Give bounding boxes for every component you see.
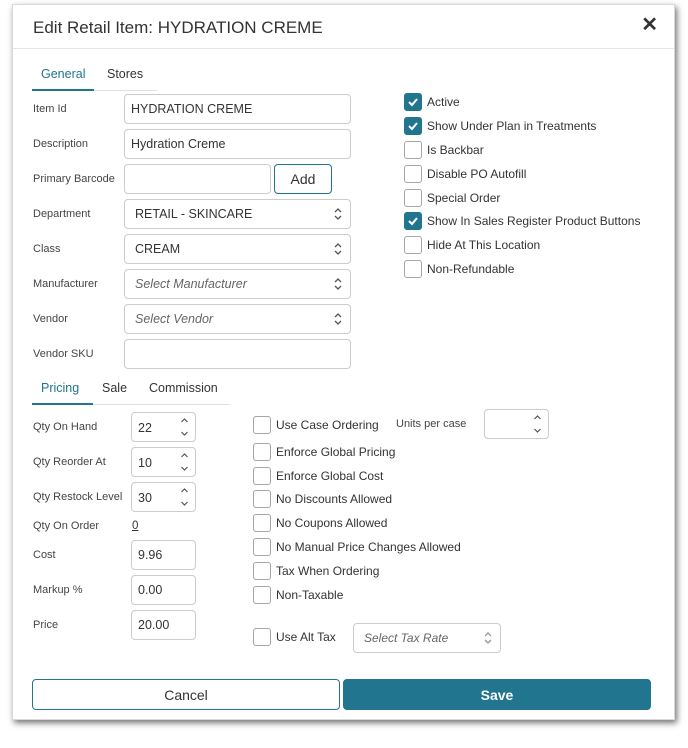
- department-label: Department: [33, 208, 91, 220]
- vendor-placeholder: Select Vendor: [135, 312, 214, 326]
- checkbox[interactable]: [404, 236, 422, 254]
- stepper-arrows-icon: [533, 413, 542, 435]
- qty-restock-value: 30: [138, 491, 152, 505]
- option-label: Enforce Global Pricing: [276, 445, 396, 459]
- checkbox[interactable]: [404, 93, 422, 111]
- markup-label: Markup %: [33, 584, 83, 596]
- manufacturer-label: Manufacturer: [33, 278, 98, 290]
- checkbox[interactable]: [404, 165, 422, 183]
- close-icon[interactable]: ✕: [641, 14, 658, 36]
- qty-reorder-label: Qty Reorder At: [33, 456, 106, 468]
- checkbox[interactable]: [404, 189, 422, 207]
- flag-label: Non-Refundable: [427, 262, 515, 276]
- option-label: Non-Taxable: [276, 588, 344, 602]
- option-label: Tax When Ordering: [276, 564, 380, 578]
- primary-barcode-label: Primary Barcode: [33, 173, 115, 185]
- checkbox[interactable]: [253, 586, 271, 604]
- tax-rate-placeholder: Select Tax Rate: [364, 631, 449, 645]
- flag-label: Hide At This Location: [427, 238, 541, 252]
- vendor-sku-input[interactable]: [124, 339, 351, 369]
- pricing-tabs: [32, 379, 230, 405]
- description-input[interactable]: Hydration Creme: [124, 129, 351, 159]
- save-button[interactable]: Save: [343, 679, 651, 710]
- flag-label: Show Under Plan in Treatments: [427, 119, 597, 133]
- department-value: RETAIL - SKINCARE: [135, 207, 253, 221]
- option-label: No Discounts Allowed: [276, 492, 393, 506]
- use-case-ordering-label: Use Case Ordering: [276, 418, 379, 432]
- item-id-input[interactable]: HYDRATION CREME: [124, 94, 351, 124]
- qty-reorder-value: 10: [138, 456, 152, 470]
- check-icon: [407, 215, 419, 227]
- edit-retail-item-dialog: [12, 4, 675, 720]
- checkbox[interactable]: [253, 514, 271, 532]
- option-label: No Coupons Allowed: [276, 516, 388, 530]
- cancel-button[interactable]: Cancel: [32, 679, 340, 710]
- checkbox[interactable]: [253, 490, 271, 508]
- qty-on-order-label: Qty On Order: [33, 520, 100, 532]
- checkbox[interactable]: [404, 260, 422, 278]
- option-label: No Manual Price Changes Allowed: [276, 540, 461, 554]
- vendor-select[interactable]: [124, 304, 351, 334]
- qty-restock-stepper[interactable]: [131, 482, 196, 512]
- item-id-label: Item Id: [33, 103, 67, 115]
- chevron-updown-icon: [334, 312, 342, 326]
- checkbox[interactable]: [253, 562, 271, 580]
- add-barcode-button[interactable]: Add: [274, 164, 332, 194]
- chevron-updown-icon: [334, 207, 342, 221]
- price-input[interactable]: 20.00: [131, 610, 196, 640]
- price-label: Price: [33, 619, 59, 631]
- cost-label: Cost: [33, 549, 56, 561]
- checkbox[interactable]: [253, 628, 271, 646]
- qty-reorder-stepper[interactable]: [131, 447, 196, 477]
- qty-on-hand-label: Qty On Hand: [33, 421, 98, 433]
- vendor-sku-label: Vendor SKU: [33, 348, 94, 360]
- class-value: CREAM: [135, 242, 181, 256]
- vendor-label: Vendor: [33, 313, 68, 325]
- flag-label: Active: [427, 95, 460, 109]
- markup-input[interactable]: 0.00: [131, 575, 196, 605]
- cost-input[interactable]: 9.96: [131, 540, 196, 570]
- class-select[interactable]: [124, 234, 351, 264]
- qty-on-hand-value: 22: [138, 421, 152, 435]
- tab-general[interactable]: General: [32, 65, 94, 91]
- check-icon: [407, 96, 419, 108]
- stepper-arrows-icon: [180, 416, 189, 438]
- chevron-updown-icon: [334, 277, 342, 291]
- primary-barcode-input[interactable]: [124, 164, 271, 194]
- units-per-case-stepper[interactable]: [484, 409, 549, 439]
- checkbox[interactable]: [404, 212, 422, 230]
- tab-sale[interactable]: Sale: [102, 381, 128, 395]
- dialog-header: [13, 5, 674, 49]
- tax-rate-select[interactable]: [353, 623, 501, 653]
- description-label: Description: [33, 138, 89, 150]
- option-label: Enforce Global Cost: [276, 469, 384, 483]
- checkbox[interactable]: [253, 443, 271, 461]
- qty-on-order-link[interactable]: 0: [132, 520, 139, 532]
- chevron-updown-icon: [484, 631, 492, 645]
- checkbox[interactable]: [253, 416, 271, 434]
- chevron-updown-icon: [334, 242, 342, 256]
- tab-stores[interactable]: Stores: [107, 67, 144, 81]
- qty-on-hand-stepper[interactable]: [131, 412, 196, 442]
- qty-restock-label: Qty Restock Level: [33, 491, 123, 503]
- checkbox[interactable]: [253, 538, 271, 556]
- tab-commission[interactable]: Commission: [149, 381, 218, 395]
- use-alt-tax-label: Use Alt Tax: [276, 630, 336, 644]
- units-per-case-label: Units per case: [396, 418, 467, 430]
- manufacturer-placeholder: Select Manufacturer: [135, 277, 247, 291]
- stepper-arrows-icon: [180, 486, 189, 508]
- stepper-arrows-icon: [180, 451, 189, 473]
- checkbox[interactable]: [404, 117, 422, 135]
- flag-label: Show In Sales Register Product Buttons: [427, 214, 641, 228]
- checkbox[interactable]: [404, 141, 422, 159]
- dialog-title: Edit Retail Item: HYDRATION CREME: [33, 18, 323, 37]
- top-tabs: [32, 65, 157, 91]
- department-select[interactable]: [124, 199, 351, 229]
- flag-label: Is Backbar: [427, 143, 484, 157]
- class-label: Class: [33, 243, 61, 255]
- checkbox[interactable]: [253, 467, 271, 485]
- check-icon: [407, 120, 419, 132]
- tab-pricing[interactable]: Pricing: [32, 379, 93, 405]
- manufacturer-select[interactable]: [124, 269, 351, 299]
- flag-label: Disable PO Autofill: [427, 167, 527, 181]
- flag-label: Special Order: [427, 191, 501, 205]
